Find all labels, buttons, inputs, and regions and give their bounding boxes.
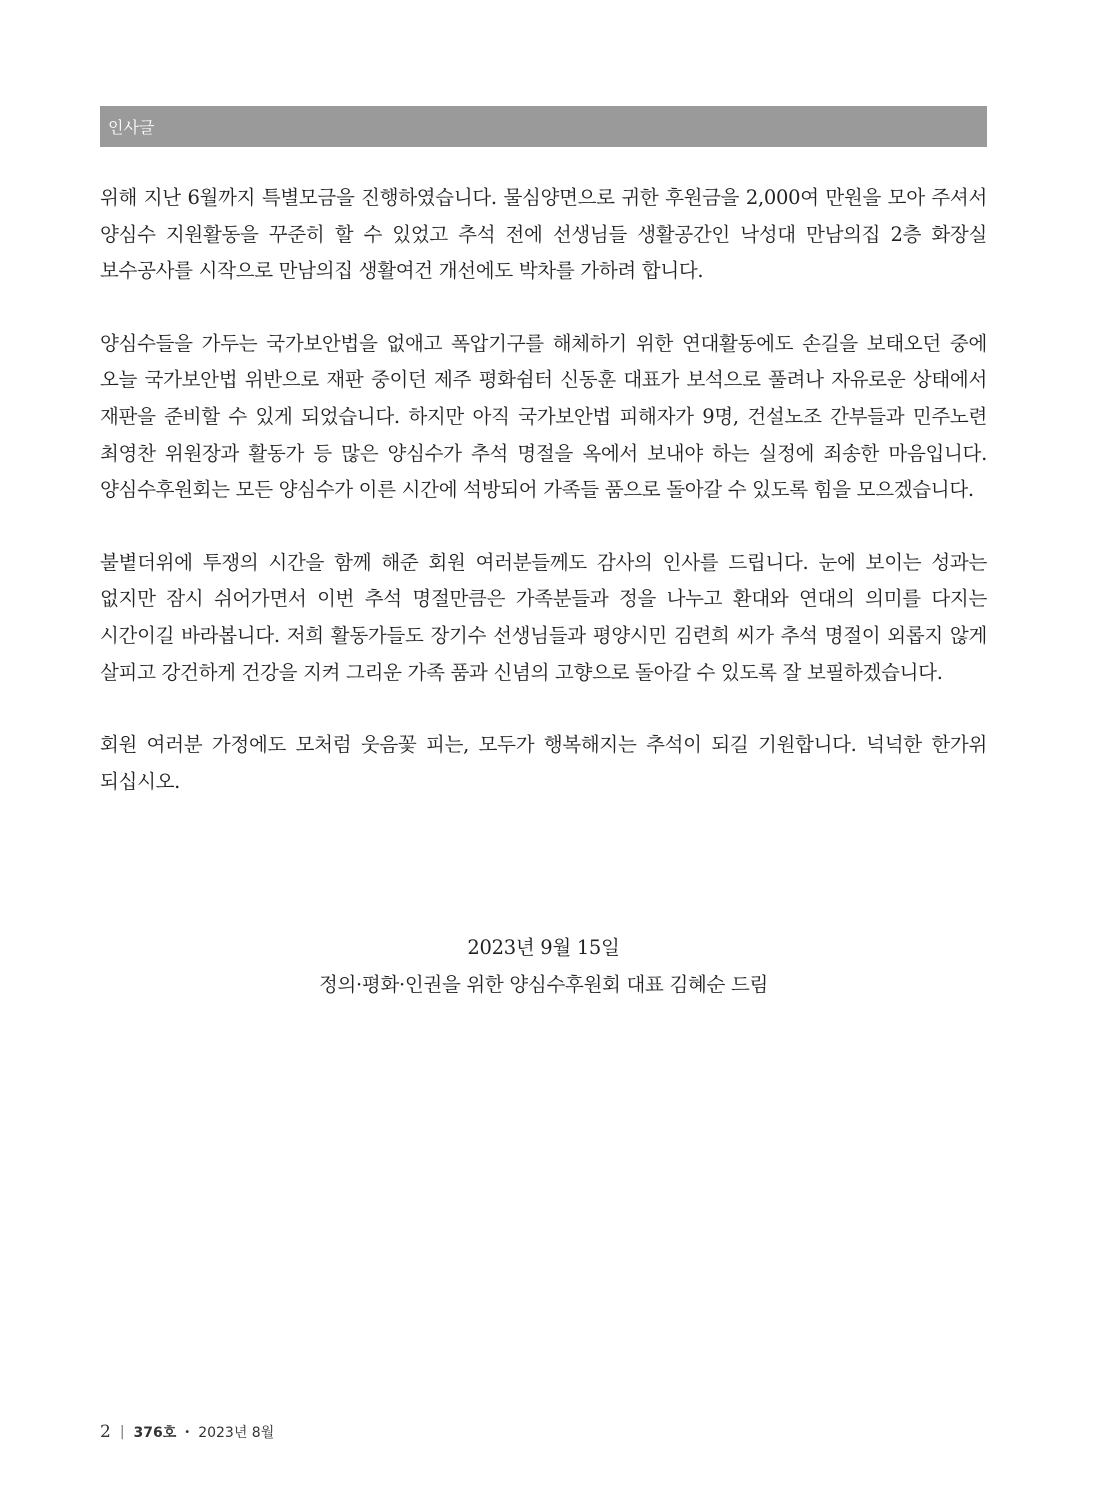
section-label: 인사글 (108, 118, 155, 137)
footer-separator: | (119, 1424, 125, 1440)
paragraph-1: 위해 지난 6월까지 특별모금을 진행하였습니다. 물심양면으로 귀한 후원금을 2,000여 만원을 모아 주셔서 양심수 지원활동을 꾸준히 할 수 있었고 추석 전에 선생님들 생활공간인 낙성대 만남의집 2층 화장실 보수공사를 시작으로 만남의집 생활여건 개선에도 박차를 가하려 합니다. (100, 186, 987, 283)
letter-closing (100, 930, 987, 1003)
issue-number: 376호 (133, 1425, 177, 1441)
letter-body (100, 180, 987, 836)
paragraph-3: 불볕더위에 투쟁의 시간을 함께 해준 회원 여러분들께도 감사의 인사를 드립니다. 눈에 보이는 성과는 없지만 잠시 쉬어가면서 이번 추석 명절만큼은 가족분들과 정을 나누고 환대와 연대의 의미를 다지는 시간이길 바라봅니다. 저희 활동가들도 장기수 선생님들과 평양시민 김련희 씨가 추석 명절이 외롭지 않게 살피고 강건하게 건강을 지켜 그리운 가족 품과 신념의 고향으로 돌아갈 수 있도록 잘 보필하겠습니다. (100, 550, 987, 684)
page-number: 2 (100, 1422, 111, 1442)
paragraph-2: 양심수들을 가두는 국가보안법을 없애고 폭압기구를 해체하기 위한 연대활동에도 손길을 보태오던 중에 오늘 국가보안법 위반으로 재판 중이던 제주 평화쉼터 신동훈 대표가 보석으로 풀려나 자유로운 상태에서 재판을 준비할 수 있게 되었습니다. 하지만 아직 국가보안법 피해자가 9명, 건설노조 간부들과 민주노련 최영찬 위원장과 활동가 등 많은 양심수가 추석 명절을 옥에서 보내야 하는 실정에 죄송한 마음입니다. 양심수후원회는 모든 양심수가 이른 시간에 석방되어 가족들 품으로 돌아갈 수 있도록 힘을 모으겠습니다. (100, 331, 987, 502)
issue-date: 2023년 8월 (198, 1425, 275, 1441)
letter-signature: 정의·평화·인권을 위한 양심수후원회 대표 김혜순 드림 (318, 972, 769, 996)
paragraph-4: 회원 여러분 가정에도 모처럼 웃음꽃 피는, 모두가 행복해지는 추석이 되길 기원합니다. 넉넉한 한가위 되십시오. (100, 733, 987, 793)
footer-dot: • (184, 1426, 191, 1438)
section-header-bar (100, 106, 987, 147)
page-footer (100, 1422, 274, 1442)
letter-date: 2023년 9월 15일 (467, 936, 620, 959)
